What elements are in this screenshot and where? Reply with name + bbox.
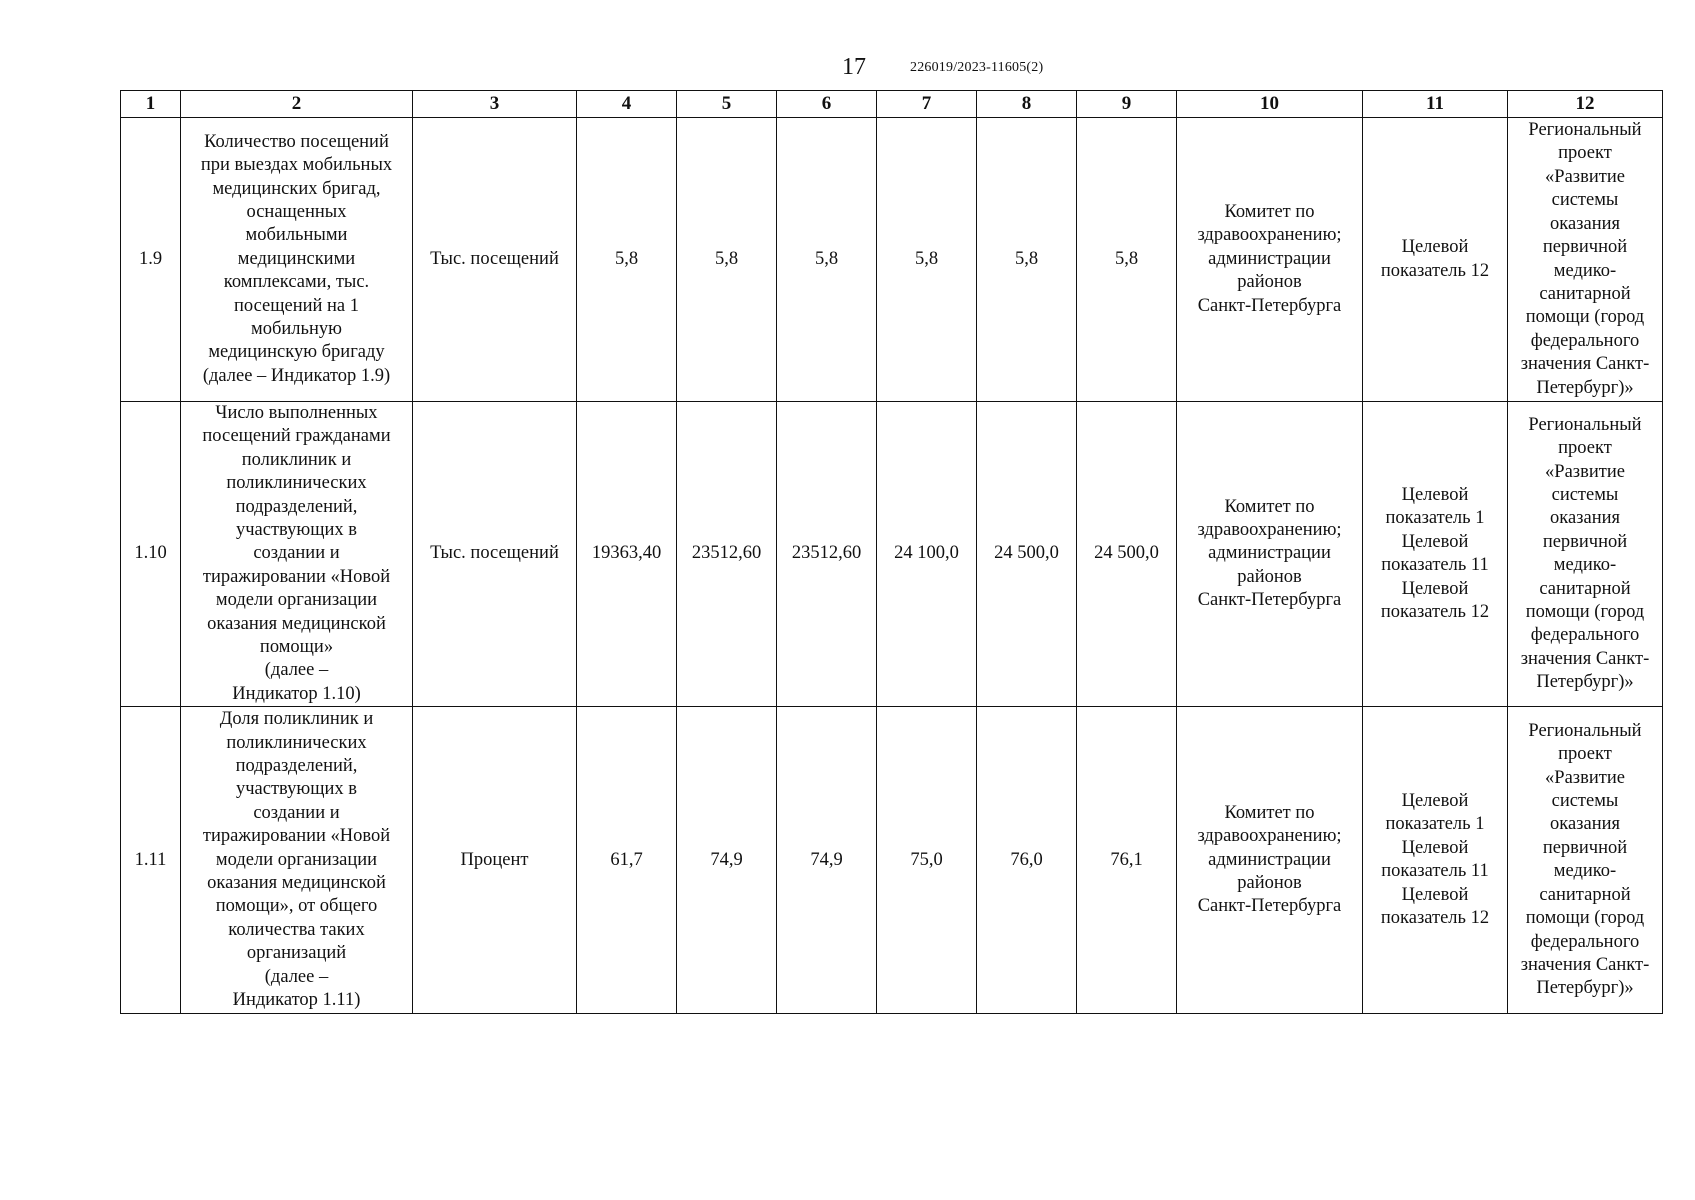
target-indicator: Целевой показатель 1 Целевой показатель 11 Целевой показатель 12 [1363, 707, 1508, 1014]
indicator-name: Число выполненных посещений гражданами поликлиник и поликлинических подразделений, участвующих в создании и тиражировании «Новой модели организации оказания медицинской помощи» (далее – Индикатор 1.10) [181, 402, 413, 707]
column-number: 5 [677, 91, 777, 118]
value-cell: 5,8 [577, 118, 677, 402]
column-number: 12 [1508, 91, 1663, 118]
unit-of-measure: Тыс. посещений [413, 118, 577, 402]
indicator-number: 1.9 [121, 118, 181, 402]
value-cell: 23512,60 [677, 402, 777, 707]
value-cell: 24 500,0 [977, 402, 1077, 707]
unit-of-measure: Процент [413, 707, 577, 1014]
value-cell: 76,0 [977, 707, 1077, 1014]
value-cell: 24 100,0 [877, 402, 977, 707]
column-number: 8 [977, 91, 1077, 118]
page-number: 17 [842, 54, 866, 80]
column-number: 9 [1077, 91, 1177, 118]
value-cell: 5,8 [977, 118, 1077, 402]
table-row [121, 402, 1663, 707]
value-cell: 75,0 [877, 707, 977, 1014]
column-number: 11 [1363, 91, 1508, 118]
responsible-executor: Комитет по здравоохранению; администрации районов Санкт-Петербурга [1177, 707, 1363, 1014]
responsible-executor: Комитет по здравоохранению; администрации районов Санкт-Петербурга [1177, 402, 1363, 707]
responsible-executor: Комитет по здравоохранению; администрации районов Санкт-Петербурга [1177, 118, 1363, 402]
page-header [0, 54, 1695, 88]
indicator-number: 1.11 [121, 707, 181, 1014]
column-number: 4 [577, 91, 677, 118]
unit-of-measure: Тыс. посещений [413, 402, 577, 707]
indicator-name: Доля поликлиник и поликлинических подразделений, участвующих в создании и тиражировании «Новой модели организации оказания медицинской помощи», от общего количества таких организаций (далее – Индикатор 1.11) [181, 707, 413, 1014]
target-indicator: Целевой показатель 12 [1363, 118, 1508, 402]
regional-project: Региональный проект «Развитие системы оказания первичной медико- санитарной помощи (город федерального значения Санкт- Петербург)» [1508, 402, 1663, 707]
table-row [121, 707, 1663, 1014]
value-cell: 19363,40 [577, 402, 677, 707]
indicators-table [120, 90, 1663, 1014]
value-cell: 5,8 [677, 118, 777, 402]
table-row [121, 118, 1663, 402]
target-indicator: Целевой показатель 1 Целевой показатель 11 Целевой показатель 12 [1363, 402, 1508, 707]
value-cell: 74,9 [677, 707, 777, 1014]
indicator-name: Количество посещений при выездах мобильных медицинских бригад, оснащенных мобильными медицинскими комплексами, тыс. посещений на 1 мобильную медицинскую бригаду (далее – Индикатор 1.9) [181, 118, 413, 402]
document-code: 226019/2023-11605(2) [910, 60, 1044, 75]
value-cell: 61,7 [577, 707, 677, 1014]
value-cell: 5,8 [1077, 118, 1177, 402]
column-number-row [121, 91, 1663, 118]
value-cell: 76,1 [1077, 707, 1177, 1014]
value-cell: 74,9 [777, 707, 877, 1014]
value-cell: 24 500,0 [1077, 402, 1177, 707]
indicator-number: 1.10 [121, 402, 181, 707]
column-number: 6 [777, 91, 877, 118]
regional-project: Региональный проект «Развитие системы оказания первичной медико- санитарной помощи (город федерального значения Санкт- Петербург)» [1508, 707, 1663, 1014]
column-number: 2 [181, 91, 413, 118]
column-number: 3 [413, 91, 577, 118]
regional-project: Региональный проект «Развитие системы оказания первичной медико- санитарной помощи (город федерального значения Санкт- Петербург)» [1508, 118, 1663, 402]
column-number: 7 [877, 91, 977, 118]
column-number: 1 [121, 91, 181, 118]
value-cell: 23512,60 [777, 402, 877, 707]
value-cell: 5,8 [777, 118, 877, 402]
column-number: 10 [1177, 91, 1363, 118]
value-cell: 5,8 [877, 118, 977, 402]
